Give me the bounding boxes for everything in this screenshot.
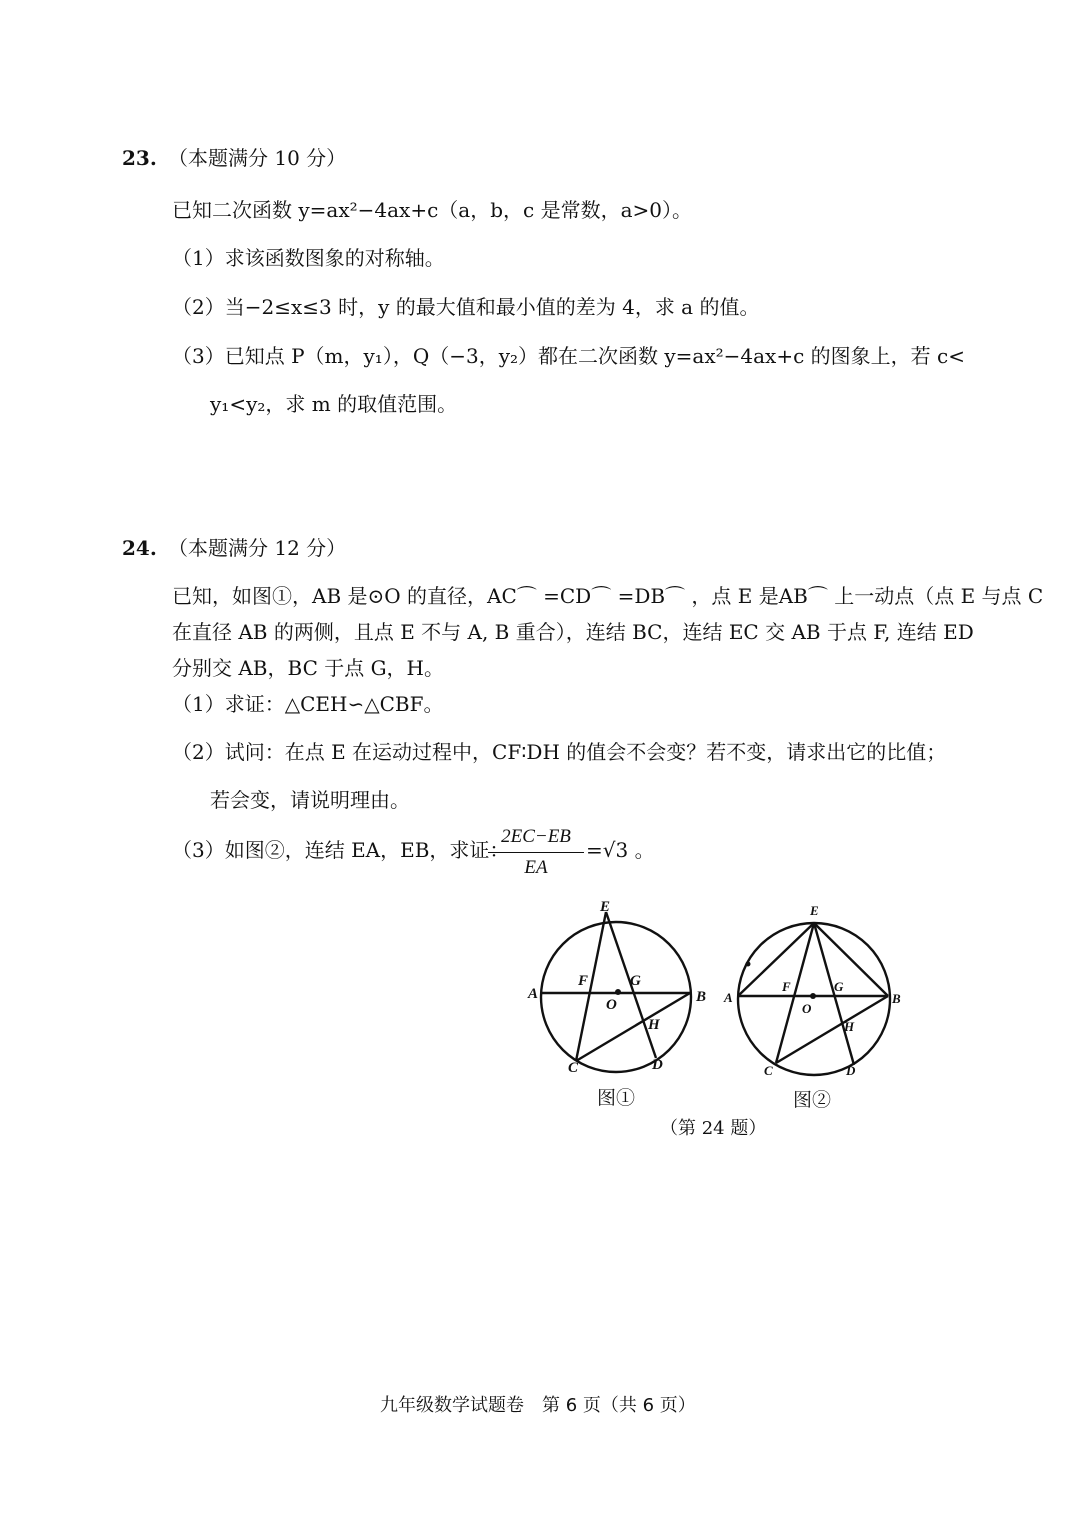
q24-header: （本题满分 12 分）: [168, 536, 347, 560]
figure-1-caption: 图①: [597, 1087, 636, 1109]
q23-part3-line1: （3）已知点 P（m，y₁），Q（−3，y₂）都在二次函数 y=ax²−4ax+c 的图象上，若 c<: [172, 344, 965, 368]
label-a: A: [528, 986, 539, 1002]
label-g-2: G: [834, 979, 844, 994]
segment-bc-2: [776, 996, 888, 1063]
label-h: H: [648, 1017, 660, 1033]
center-o-dot: [615, 989, 621, 995]
q24-intro-line3: 分别交 AB，BC 于点 G，H。: [172, 656, 445, 680]
label-o-2: O: [802, 1001, 812, 1016]
q23-part3-line2: y₁<y₂，求 m 的取值范围。: [210, 392, 458, 416]
q24-part2-line1: （2）试问：在点 E 在运动过程中，CF∶DH 的值会不会变？若不变，请求出它的比值；: [172, 740, 947, 764]
label-h-2: H: [844, 1019, 855, 1034]
q24-part3-rhs: =√3 。: [586, 838, 655, 862]
q23-intro: 已知二次函数 y=ax²−4ax+c（a，b，c 是常数，a>0）。: [172, 198, 692, 222]
page-footer: 九年级数学试题卷 第 6 页（共 6 页）: [380, 1395, 696, 1416]
q24-part3-prefix: （3）如图②，连结 EA，EB，求证：: [172, 838, 510, 862]
label-b: B: [696, 989, 707, 1005]
label-c: C: [568, 1060, 579, 1076]
label-d: D: [652, 1057, 663, 1073]
fraction-numerator: 2EC−EB: [501, 826, 571, 847]
figure-1-diagram: [520, 895, 720, 1090]
q24-part1: （1）求证：△CEH∽△CBF。: [172, 692, 444, 716]
q23-number: 23.: [122, 146, 157, 170]
figure-2-diagram: [716, 895, 916, 1090]
label-f: F: [578, 973, 589, 989]
arc-point-dot: [746, 962, 751, 967]
circle-o-2: [738, 923, 890, 1075]
label-f-2: F: [782, 979, 791, 994]
q24-number: 24.: [122, 536, 157, 560]
q24-intro-line2: 在直径 AB 的两侧，且点 E 不与 A, B 重合），连结 BC，连结 EC 交 AB 于点 F, 连结 ED: [172, 620, 974, 644]
label-b-2: B: [892, 991, 901, 1006]
fraction-denominator: EA: [524, 857, 548, 878]
label-o: O: [606, 997, 617, 1013]
figure-group-caption: （第 24 题）: [660, 1118, 767, 1139]
figure-2-caption: 图②: [793, 1089, 832, 1111]
q24-part3-fraction: [488, 826, 584, 879]
center-o-dot-2: [810, 993, 816, 999]
q24-part2-line2: 若会变，请说明理由。: [210, 788, 410, 812]
label-d-2: D: [846, 1063, 856, 1078]
label-c-2: C: [764, 1063, 773, 1078]
label-e-2: E: [810, 903, 819, 918]
q23-part1: （1）求该函数图象的对称轴。: [172, 246, 445, 270]
q23-header: （本题满分 10 分）: [168, 146, 347, 170]
label-a-2: A: [724, 990, 733, 1005]
label-e: E: [600, 899, 611, 915]
segment-bc: [576, 993, 690, 1061]
fraction-bar: [488, 852, 584, 853]
q23-part2: （2）当−2≤x≤3 时，y 的最大值和最小值的差为 4，求 a 的值。: [172, 295, 760, 319]
q24-intro-line1: 已知，如图①，AB 是⊙O 的直径，AC⌒ =CD⌒ =DB⌒ ，点 E 是AB⌒ 上一动点（点 E 与点 C: [172, 584, 1044, 608]
label-g: G: [630, 973, 641, 989]
